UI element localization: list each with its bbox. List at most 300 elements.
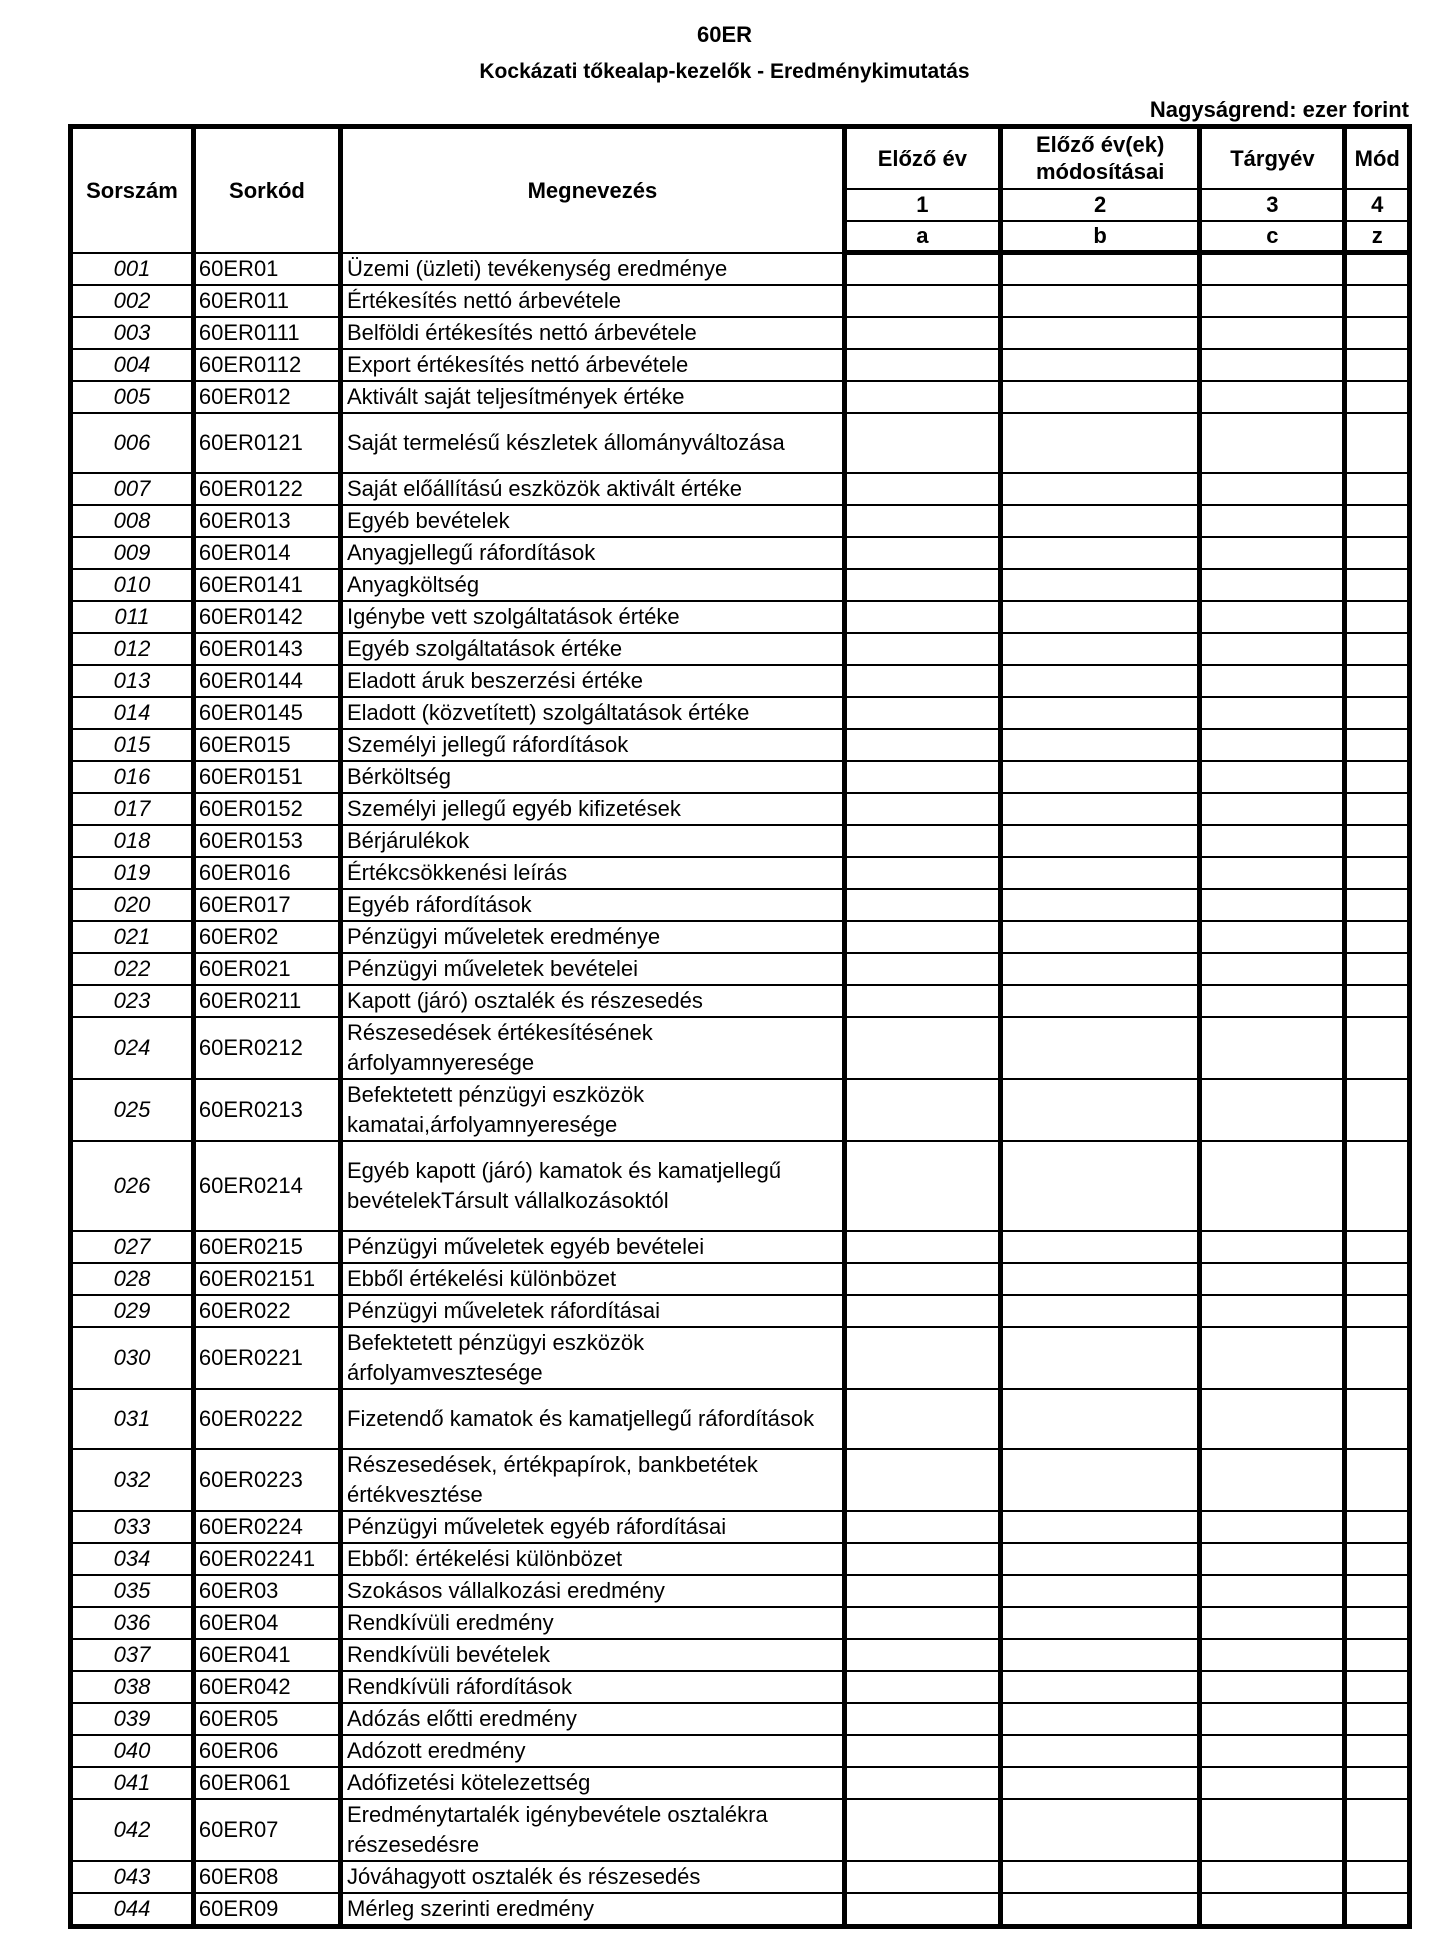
- value-cell-prev-year[interactable]: [844, 921, 1000, 953]
- value-cell-current-year[interactable]: [1200, 349, 1345, 381]
- row-number: 015: [71, 729, 194, 761]
- row-number: 017: [71, 793, 194, 825]
- value-cell-modifications[interactable]: [1000, 1639, 1199, 1671]
- value-cell-current-year[interactable]: [1200, 601, 1345, 633]
- row-label: Mérleg szerinti eredmény: [341, 1893, 845, 1927]
- value-cell-mod[interactable]: [1345, 1327, 1410, 1389]
- value-cell-modifications[interactable]: [1000, 1017, 1199, 1079]
- row-label: Egyéb ráfordítások: [341, 889, 845, 921]
- table-row: [71, 1799, 1410, 1861]
- row-number: 043: [71, 1861, 194, 1893]
- col-header-mod: Mód: [1345, 127, 1410, 189]
- value-cell-mod[interactable]: [1345, 729, 1410, 761]
- value-cell-current-year[interactable]: [1200, 1295, 1345, 1327]
- value-cell-mod[interactable]: [1345, 665, 1410, 697]
- value-cell-mod[interactable]: [1345, 1449, 1410, 1511]
- value-cell-current-year[interactable]: [1200, 1231, 1345, 1263]
- value-cell-current-year[interactable]: [1200, 1671, 1345, 1703]
- value-cell-prev-year[interactable]: [844, 1511, 1000, 1543]
- col-letter: b: [1000, 221, 1199, 253]
- value-cell-current-year[interactable]: [1200, 1639, 1345, 1671]
- row-label: Pénzügyi műveletek egyéb ráfordításai: [341, 1511, 845, 1543]
- value-cell-current-year[interactable]: [1200, 1079, 1345, 1141]
- value-cell-prev-year[interactable]: [844, 953, 1000, 985]
- row-number: 036: [71, 1607, 194, 1639]
- row-number: 025: [71, 1079, 194, 1141]
- value-cell-modifications[interactable]: [1000, 1607, 1199, 1639]
- value-cell-mod[interactable]: [1345, 889, 1410, 921]
- value-cell-current-year[interactable]: [1200, 1263, 1345, 1295]
- row-code: 60ER0145: [193, 697, 340, 729]
- table-row: [71, 889, 1410, 921]
- value-cell-prev-year[interactable]: [844, 1231, 1000, 1263]
- form-title: Kockázati tőkealap-kezelők - Eredménykimutatás: [479, 60, 970, 83]
- value-cell-modifications[interactable]: [1000, 1703, 1199, 1735]
- value-cell-mod[interactable]: [1345, 285, 1410, 317]
- value-cell-current-year[interactable]: [1200, 413, 1345, 473]
- row-code: 60ER04: [193, 1607, 340, 1639]
- row-label: Adózott eredmény: [341, 1735, 845, 1767]
- table-row: [71, 1231, 1410, 1263]
- value-cell-mod[interactable]: [1345, 253, 1410, 285]
- row-code: 60ER02151: [193, 1263, 340, 1295]
- value-cell-current-year[interactable]: [1200, 505, 1345, 537]
- value-cell-current-year[interactable]: [1200, 1799, 1345, 1861]
- value-cell-modifications[interactable]: [1000, 1799, 1199, 1861]
- value-cell-modifications[interactable]: [1000, 413, 1199, 473]
- row-label: Fizetendő kamatok és kamatjellegű ráfordítások: [341, 1389, 845, 1449]
- value-cell-prev-year[interactable]: [844, 1017, 1000, 1079]
- row-number: 005: [71, 381, 194, 413]
- value-cell-modifications[interactable]: [1000, 857, 1199, 889]
- value-cell-mod[interactable]: [1345, 473, 1410, 505]
- value-cell-mod[interactable]: [1345, 1141, 1410, 1231]
- value-cell-prev-year[interactable]: [844, 285, 1000, 317]
- value-cell-prev-year[interactable]: [844, 473, 1000, 505]
- table-row: [71, 317, 1410, 349]
- value-cell-prev-year[interactable]: [844, 889, 1000, 921]
- value-cell-current-year[interactable]: [1200, 729, 1345, 761]
- row-code: 60ER0223: [193, 1449, 340, 1511]
- value-cell-modifications[interactable]: [1000, 1327, 1199, 1389]
- row-code: 60ER02: [193, 921, 340, 953]
- value-cell-current-year[interactable]: [1200, 889, 1345, 921]
- value-cell-prev-year[interactable]: [844, 601, 1000, 633]
- value-cell-current-year[interactable]: [1200, 1511, 1345, 1543]
- value-cell-prev-year[interactable]: [844, 1703, 1000, 1735]
- table-row: [71, 569, 1410, 601]
- value-cell-current-year[interactable]: [1200, 825, 1345, 857]
- value-cell-modifications[interactable]: [1000, 633, 1199, 665]
- row-number: 044: [71, 1893, 194, 1927]
- value-cell-prev-year[interactable]: [844, 317, 1000, 349]
- value-cell-current-year[interactable]: [1200, 1735, 1345, 1767]
- row-number: 033: [71, 1511, 194, 1543]
- row-code: 60ER03: [193, 1575, 340, 1607]
- value-cell-modifications[interactable]: [1000, 569, 1199, 601]
- value-cell-mod[interactable]: [1345, 1735, 1410, 1767]
- value-cell-current-year[interactable]: [1200, 1703, 1345, 1735]
- row-code: 60ER01: [193, 253, 340, 285]
- value-cell-modifications[interactable]: [1000, 381, 1199, 413]
- value-cell-current-year[interactable]: [1200, 1017, 1345, 1079]
- row-label: Kapott (járó) osztalék és részesedés: [341, 985, 845, 1017]
- value-cell-prev-year[interactable]: [844, 1893, 1000, 1927]
- value-cell-prev-year[interactable]: [844, 381, 1000, 413]
- row-code: 60ER02241: [193, 1543, 340, 1575]
- value-cell-prev-year[interactable]: [844, 1799, 1000, 1861]
- table-row: [71, 505, 1410, 537]
- row-label: Befektetett pénzügyi eszközök árfolyamvesztesége: [341, 1327, 845, 1389]
- value-cell-modifications[interactable]: [1000, 1575, 1199, 1607]
- value-cell-current-year[interactable]: [1200, 1389, 1345, 1449]
- value-cell-prev-year[interactable]: [844, 1575, 1000, 1607]
- row-number: 002: [71, 285, 194, 317]
- value-cell-current-year[interactable]: [1200, 953, 1345, 985]
- table-row: [71, 761, 1410, 793]
- table-row: [71, 1767, 1410, 1799]
- value-cell-current-year[interactable]: [1200, 1449, 1345, 1511]
- value-cell-current-year[interactable]: [1200, 633, 1345, 665]
- value-cell-prev-year[interactable]: [844, 569, 1000, 601]
- value-cell-prev-year[interactable]: [844, 1607, 1000, 1639]
- row-label: Saját előállítású eszközök aktivált értéke: [341, 473, 845, 505]
- value-cell-mod[interactable]: [1345, 601, 1410, 633]
- value-cell-prev-year[interactable]: [844, 505, 1000, 537]
- value-cell-mod[interactable]: [1345, 381, 1410, 413]
- table-row: [71, 1295, 1410, 1327]
- row-number: 023: [71, 985, 194, 1017]
- value-cell-mod[interactable]: [1345, 1389, 1410, 1449]
- table-row: [71, 1639, 1410, 1671]
- col-number: 4: [1345, 189, 1410, 221]
- value-cell-modifications[interactable]: [1000, 793, 1199, 825]
- value-cell-prev-year[interactable]: [844, 1671, 1000, 1703]
- value-cell-modifications[interactable]: [1000, 601, 1199, 633]
- row-number: 003: [71, 317, 194, 349]
- row-code: 60ER016: [193, 857, 340, 889]
- value-cell-modifications[interactable]: [1000, 1389, 1199, 1449]
- row-number: 041: [71, 1767, 194, 1799]
- value-cell-modifications[interactable]: [1000, 505, 1199, 537]
- row-code: 60ER06: [193, 1735, 340, 1767]
- row-number: 039: [71, 1703, 194, 1735]
- row-label: Üzemi (üzleti) tevékenység eredménye: [341, 253, 845, 285]
- value-cell-prev-year[interactable]: [844, 697, 1000, 729]
- value-cell-mod[interactable]: [1345, 1017, 1410, 1079]
- value-cell-current-year[interactable]: [1200, 1575, 1345, 1607]
- value-cell-mod[interactable]: [1345, 633, 1410, 665]
- value-cell-modifications[interactable]: [1000, 1735, 1199, 1767]
- value-cell-current-year[interactable]: [1200, 253, 1345, 285]
- value-cell-mod[interactable]: [1345, 1703, 1410, 1735]
- row-label: Adófizetési kötelezettség: [341, 1767, 845, 1799]
- value-cell-current-year[interactable]: [1200, 1327, 1345, 1389]
- value-cell-modifications[interactable]: [1000, 665, 1199, 697]
- row-label: Adózás előtti eredmény: [341, 1703, 845, 1735]
- value-cell-prev-year[interactable]: [844, 1735, 1000, 1767]
- value-cell-modifications[interactable]: [1000, 1543, 1199, 1575]
- value-cell-prev-year[interactable]: [844, 985, 1000, 1017]
- value-cell-modifications[interactable]: [1000, 1141, 1199, 1231]
- row-number: 006: [71, 413, 194, 473]
- value-cell-mod[interactable]: [1345, 1671, 1410, 1703]
- value-cell-current-year[interactable]: [1200, 921, 1345, 953]
- value-cell-prev-year[interactable]: [844, 1079, 1000, 1141]
- row-number: 037: [71, 1639, 194, 1671]
- value-cell-modifications[interactable]: [1000, 317, 1199, 349]
- row-number: 035: [71, 1575, 194, 1607]
- value-cell-modifications[interactable]: [1000, 473, 1199, 505]
- row-number: 022: [71, 953, 194, 985]
- value-cell-modifications[interactable]: [1000, 1079, 1199, 1141]
- table-row: [71, 473, 1410, 505]
- value-cell-modifications[interactable]: [1000, 1449, 1199, 1511]
- value-cell-prev-year[interactable]: [844, 1389, 1000, 1449]
- value-cell-current-year[interactable]: [1200, 793, 1345, 825]
- value-cell-current-year[interactable]: [1200, 985, 1345, 1017]
- table-row: [71, 1607, 1410, 1639]
- value-cell-current-year[interactable]: [1200, 1767, 1345, 1799]
- row-label: Részesedések értékesítésének árfolyamnyeresége: [341, 1017, 845, 1079]
- value-cell-mod[interactable]: [1345, 349, 1410, 381]
- value-cell-mod[interactable]: [1345, 413, 1410, 473]
- value-cell-prev-year[interactable]: [844, 1767, 1000, 1799]
- form-code: 60ER: [696, 22, 753, 47]
- table-row: [71, 537, 1410, 569]
- value-cell-mod[interactable]: [1345, 1543, 1410, 1575]
- value-cell-prev-year[interactable]: [844, 537, 1000, 569]
- value-cell-mod[interactable]: [1345, 857, 1410, 889]
- value-cell-mod[interactable]: [1345, 953, 1410, 985]
- value-cell-current-year[interactable]: [1200, 569, 1345, 601]
- value-cell-current-year[interactable]: [1200, 473, 1345, 505]
- col-letter: c: [1200, 221, 1345, 253]
- row-number: 024: [71, 1017, 194, 1079]
- row-code: 60ER022: [193, 1295, 340, 1327]
- value-cell-prev-year[interactable]: [844, 1861, 1000, 1893]
- value-cell-current-year[interactable]: [1200, 285, 1345, 317]
- value-cell-prev-year[interactable]: [844, 761, 1000, 793]
- value-cell-modifications[interactable]: [1000, 985, 1199, 1017]
- value-cell-mod[interactable]: [1345, 1607, 1410, 1639]
- value-cell-mod[interactable]: [1345, 697, 1410, 729]
- value-cell-modifications[interactable]: [1000, 1861, 1199, 1893]
- value-cell-modifications[interactable]: [1000, 253, 1199, 285]
- row-code: 60ER0153: [193, 825, 340, 857]
- row-label: Saját termelésű készletek állományváltozása: [341, 413, 845, 473]
- value-cell-modifications[interactable]: [1000, 729, 1199, 761]
- value-cell-modifications[interactable]: [1000, 825, 1199, 857]
- row-code: 60ER011: [193, 285, 340, 317]
- table-row: [71, 921, 1410, 953]
- value-cell-modifications[interactable]: [1000, 889, 1199, 921]
- row-number: 018: [71, 825, 194, 857]
- row-code: 60ER0215: [193, 1231, 340, 1263]
- row-number: 021: [71, 921, 194, 953]
- value-cell-mod[interactable]: [1345, 1639, 1410, 1671]
- row-number: 008: [71, 505, 194, 537]
- value-cell-prev-year[interactable]: [844, 1639, 1000, 1671]
- row-label: Ebből értékelési különbözet: [341, 1263, 845, 1295]
- value-cell-prev-year[interactable]: [844, 793, 1000, 825]
- table-row: [71, 1141, 1410, 1231]
- value-cell-prev-year[interactable]: [844, 1295, 1000, 1327]
- value-cell-prev-year[interactable]: [844, 1263, 1000, 1295]
- value-cell-modifications[interactable]: [1000, 1671, 1199, 1703]
- row-number: 016: [71, 761, 194, 793]
- value-cell-modifications[interactable]: [1000, 349, 1199, 381]
- value-cell-mod[interactable]: [1345, 1861, 1410, 1893]
- col-number: 2: [1000, 189, 1199, 221]
- value-cell-mod[interactable]: [1345, 569, 1410, 601]
- table-row: [71, 1703, 1410, 1735]
- table-row: [71, 857, 1410, 889]
- value-cell-mod[interactable]: [1345, 1079, 1410, 1141]
- value-cell-prev-year[interactable]: [844, 349, 1000, 381]
- table-row: [71, 1511, 1410, 1543]
- row-code: 60ER0213: [193, 1079, 340, 1141]
- value-cell-mod[interactable]: [1345, 317, 1410, 349]
- value-cell-current-year[interactable]: [1200, 1543, 1345, 1575]
- row-label: Ebből: értékelési különbözet: [341, 1543, 845, 1575]
- row-label: Export értékesítés nettó árbevétele: [341, 349, 845, 381]
- value-cell-modifications[interactable]: [1000, 953, 1199, 985]
- row-number: 034: [71, 1543, 194, 1575]
- value-cell-current-year[interactable]: [1200, 1607, 1345, 1639]
- row-number: 013: [71, 665, 194, 697]
- row-number: 026: [71, 1141, 194, 1231]
- row-code: 60ER0121: [193, 413, 340, 473]
- value-cell-current-year[interactable]: [1200, 381, 1345, 413]
- row-number: 027: [71, 1231, 194, 1263]
- row-code: 60ER013: [193, 505, 340, 537]
- value-cell-mod[interactable]: [1345, 1231, 1410, 1263]
- row-code: 60ER08: [193, 1861, 340, 1893]
- value-cell-current-year[interactable]: [1200, 665, 1345, 697]
- row-label: Egyéb bevételek: [341, 505, 845, 537]
- row-number: 020: [71, 889, 194, 921]
- value-cell-modifications[interactable]: [1000, 697, 1199, 729]
- value-cell-mod[interactable]: [1345, 1511, 1410, 1543]
- value-cell-prev-year[interactable]: [844, 1141, 1000, 1231]
- value-cell-modifications[interactable]: [1000, 285, 1199, 317]
- table-row: [71, 1017, 1410, 1079]
- row-label: Eladott (közvetített) szolgáltatások értéke: [341, 697, 845, 729]
- value-cell-mod[interactable]: [1345, 921, 1410, 953]
- value-cell-modifications[interactable]: [1000, 761, 1199, 793]
- row-number: 028: [71, 1263, 194, 1295]
- value-cell-current-year[interactable]: [1200, 761, 1345, 793]
- value-cell-mod[interactable]: [1345, 1263, 1410, 1295]
- value-cell-mod[interactable]: [1345, 761, 1410, 793]
- value-cell-mod[interactable]: [1345, 1893, 1410, 1927]
- value-cell-modifications[interactable]: [1000, 1263, 1199, 1295]
- value-cell-prev-year[interactable]: [844, 857, 1000, 889]
- row-label: Eladott áruk beszerzési értéke: [341, 665, 845, 697]
- value-cell-mod[interactable]: [1345, 537, 1410, 569]
- value-cell-modifications[interactable]: [1000, 921, 1199, 953]
- row-code: 60ER061: [193, 1767, 340, 1799]
- row-label: Bérjárulékok: [341, 825, 845, 857]
- row-code: 60ER021: [193, 953, 340, 985]
- value-cell-mod[interactable]: [1345, 825, 1410, 857]
- row-code: 60ER0212: [193, 1017, 340, 1079]
- value-cell-current-year[interactable]: [1200, 697, 1345, 729]
- row-code: 60ER07: [193, 1799, 340, 1861]
- row-code: 60ER012: [193, 381, 340, 413]
- row-label: Rendkívüli bevételek: [341, 1639, 845, 1671]
- value-cell-prev-year[interactable]: [844, 1543, 1000, 1575]
- value-cell-current-year[interactable]: [1200, 537, 1345, 569]
- value-cell-modifications[interactable]: [1000, 1893, 1199, 1927]
- table-row: [71, 1263, 1410, 1295]
- row-label: Belföldi értékesítés nettó árbevétele: [341, 317, 845, 349]
- value-cell-prev-year[interactable]: [844, 729, 1000, 761]
- value-cell-prev-year[interactable]: [844, 1327, 1000, 1389]
- row-label: Anyagjellegű ráfordítások: [341, 537, 845, 569]
- value-cell-prev-year[interactable]: [844, 1449, 1000, 1511]
- value-cell-modifications[interactable]: [1000, 537, 1199, 569]
- table-row: [71, 1327, 1410, 1389]
- value-cell-prev-year[interactable]: [844, 825, 1000, 857]
- value-cell-modifications[interactable]: [1000, 1767, 1199, 1799]
- col-header-targyev: Tárgyév: [1200, 127, 1345, 189]
- row-number: 014: [71, 697, 194, 729]
- table-row: [71, 413, 1410, 473]
- value-cell-mod[interactable]: [1345, 985, 1410, 1017]
- row-label: Pénzügyi műveletek bevételei: [341, 953, 845, 985]
- value-cell-current-year[interactable]: [1200, 857, 1345, 889]
- row-number: 031: [71, 1389, 194, 1449]
- row-code: 60ER0214: [193, 1141, 340, 1231]
- value-cell-prev-year[interactable]: [844, 665, 1000, 697]
- row-code: 60ER041: [193, 1639, 340, 1671]
- value-cell-mod[interactable]: [1345, 505, 1410, 537]
- value-cell-current-year[interactable]: [1200, 1141, 1345, 1231]
- row-label: Igénybe vett szolgáltatások értéke: [341, 601, 845, 633]
- row-label: Értékesítés nettó árbevétele: [341, 285, 845, 317]
- row-code: 60ER0151: [193, 761, 340, 793]
- table-row: [71, 253, 1410, 285]
- row-code: 60ER09: [193, 1893, 340, 1927]
- value-cell-current-year[interactable]: [1200, 317, 1345, 349]
- row-code: 60ER015: [193, 729, 340, 761]
- row-label: Pénzügyi műveletek egyéb bevételei: [341, 1231, 845, 1263]
- value-cell-prev-year[interactable]: [844, 633, 1000, 665]
- row-label: Egyéb szolgáltatások értéke: [341, 633, 845, 665]
- value-cell-prev-year[interactable]: [844, 253, 1000, 285]
- table-row: [71, 697, 1410, 729]
- value-cell-mod[interactable]: [1345, 793, 1410, 825]
- value-cell-modifications[interactable]: [1000, 1511, 1199, 1543]
- row-code: 60ER0141: [193, 569, 340, 601]
- value-cell-current-year[interactable]: [1200, 1861, 1345, 1893]
- unit-label: Nagyságrend: ezer forint: [1149, 97, 1409, 122]
- row-number: 010: [71, 569, 194, 601]
- value-cell-mod[interactable]: [1345, 1799, 1410, 1861]
- value-cell-modifications[interactable]: [1000, 1231, 1199, 1263]
- row-code: 60ER0211: [193, 985, 340, 1017]
- row-code: 60ER0142: [193, 601, 340, 633]
- value-cell-modifications[interactable]: [1000, 1295, 1199, 1327]
- col-header-elozo-ev: Előző év: [844, 127, 1000, 189]
- value-cell-current-year[interactable]: [1200, 1893, 1345, 1927]
- value-cell-mod[interactable]: [1345, 1575, 1410, 1607]
- value-cell-mod[interactable]: [1345, 1767, 1410, 1799]
- value-cell-prev-year[interactable]: [844, 413, 1000, 473]
- value-cell-mod[interactable]: [1345, 1295, 1410, 1327]
